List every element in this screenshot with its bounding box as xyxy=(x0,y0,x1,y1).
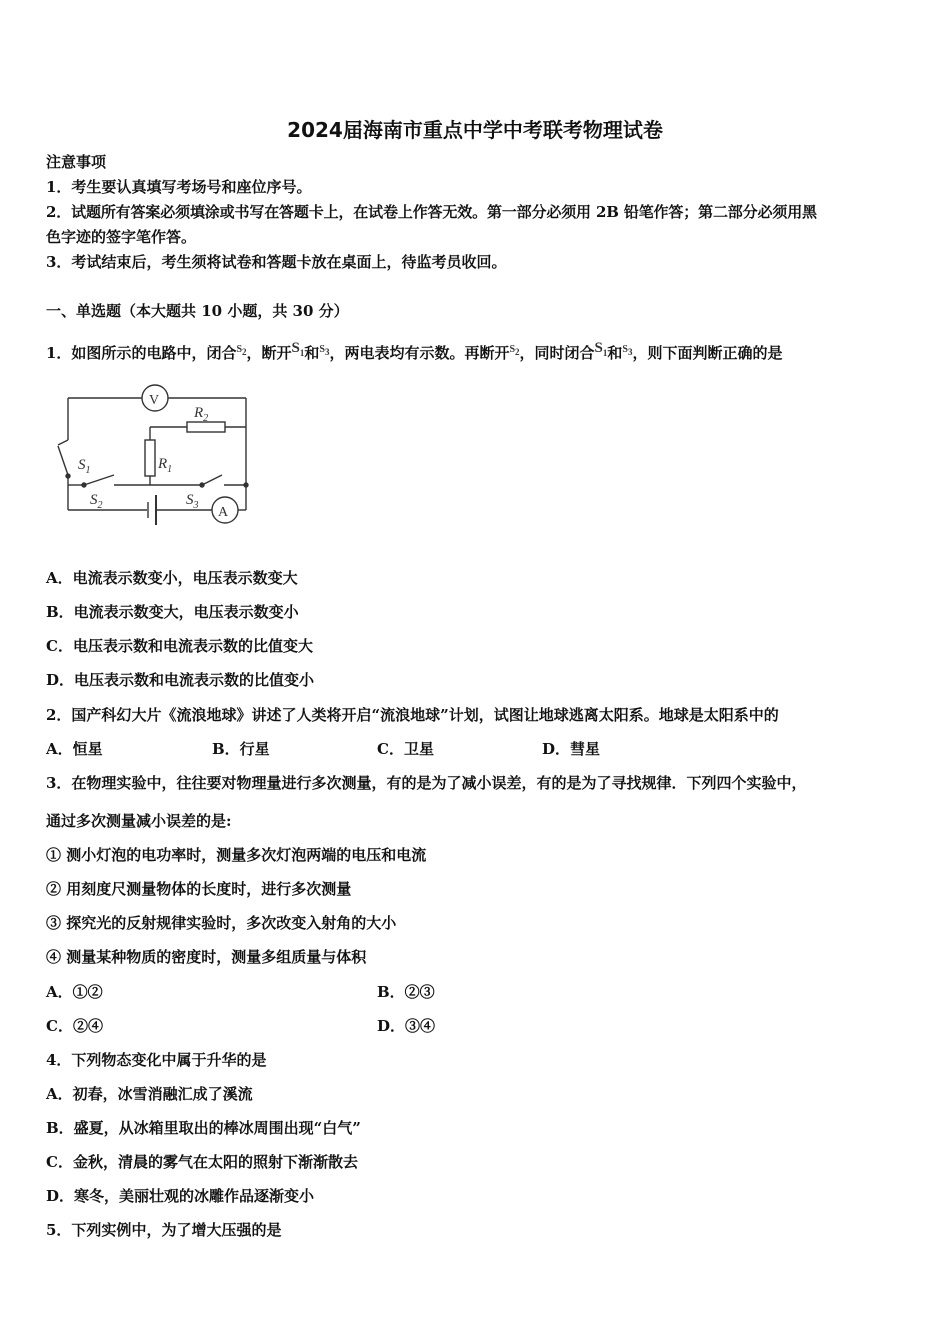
option-d: D．彗星 xyxy=(542,740,601,758)
statement-item: ④ 测量某种物质的密度时，测量多组质量与体积 xyxy=(46,948,367,966)
question-3-stem: 3．在物理实验中，往往要对物理量进行多次测量，有的是为了减小误差，有的是为了寻找规律．下列四个实验中， xyxy=(46,774,807,792)
circuit-diagram xyxy=(52,380,262,530)
page-title: 2024届海南市重点中学中考联考物理试卷 xyxy=(287,118,663,142)
wire xyxy=(58,440,68,445)
statement-item: ① 测小灯泡的电功率时，测量多次灯泡两端的电压和电流 xyxy=(46,846,427,864)
statement-item: ③ 探究光的反射规律实验时，多次改变入射角的大小 xyxy=(46,914,397,932)
switch-s1 xyxy=(58,446,68,475)
option-b: B．行星 xyxy=(212,740,270,758)
option-d: D．电压表示数和电流表示数的比值变小 xyxy=(46,671,315,689)
notice-item: 色字迹的签字笔作答。 xyxy=(46,228,197,246)
option-a: A．电流表示数变小，电压表示数变大 xyxy=(46,569,298,587)
resistor-r1 xyxy=(145,440,155,476)
switch-symbol: $S_1$ xyxy=(291,340,305,358)
notice-item: 3．考试结束后，考生须将试卷和答题卡放在桌面上，待监考员收回。 xyxy=(46,253,507,271)
switch-symbol: S3 xyxy=(622,344,633,357)
switch-symbol: $S_1$ xyxy=(594,340,608,358)
option-b: B．电流表示数变大，电压表示数变小 xyxy=(46,603,299,621)
option-c: C．②④ xyxy=(46,1017,103,1035)
switch-symbol: S3 xyxy=(319,344,330,357)
s2-label: $S_2$ xyxy=(90,492,103,511)
voltmeter-label: V xyxy=(149,393,160,408)
question-4-stem: 4．下列物态变化中属于升华的是 xyxy=(46,1051,267,1069)
question-2-stem: 2．国产科幻大片《流浪地球》讲述了人类将开启“流浪地球”计划，试图让地球逃离太阳系。地球是太阳系中的 xyxy=(46,706,779,724)
r1-label: $R_1$ xyxy=(158,456,173,475)
notice-heading: 注意事项 xyxy=(46,153,107,171)
r2-label: $R_2$ xyxy=(194,405,209,424)
option-b: B．盛夏，从冰箱里取出的棒冰周围出现“白气” xyxy=(46,1119,361,1137)
s3-label: $S_3$ xyxy=(186,492,199,511)
ammeter-label: A xyxy=(218,505,229,520)
notice-item: 1．考生要认真填写考场号和座位序号。 xyxy=(46,178,312,196)
section-heading: 一、单选题（本大题共 10 小题，共 30 分） xyxy=(46,302,349,320)
option-d: D．寒冬，美丽壮观的冰雕作品逐渐变小 xyxy=(46,1187,315,1205)
statement-item: ② 用刻度尺测量物体的长度时，进行多次测量 xyxy=(46,880,352,898)
question-1-stem: 1．如图所示的电路中，闭合$^{S2}$，断开$S_1$和$^{S3}$，两电表均有示数。再断开$^{S2}$，同时闭合$S_1$和$^{S3}$，则下面判断正确的是 xyxy=(46,340,783,362)
question-5-stem: 5．下列实例中，为了增大压强的是 xyxy=(46,1221,282,1239)
option-d: D．③④ xyxy=(377,1017,436,1035)
switch-s2 xyxy=(84,475,114,485)
switch-symbol: S2 xyxy=(509,344,520,357)
option-a: A．①② xyxy=(46,983,103,1001)
option-c: C．金秋，清晨的雾气在太阳的照射下渐渐散去 xyxy=(46,1153,358,1171)
switch-symbol: S2 xyxy=(236,344,247,357)
notice-item: 2．试题所有答案必须填涂或书写在答题卡上，在试卷上作答无效。第一部分必须用 2B 铅笔作答；第二部分必须用黑 xyxy=(46,203,817,221)
option-a: A．初春，冰雪消融汇成了溪流 xyxy=(46,1085,253,1103)
option-c: C．电压表示数和电流表示数的比值变大 xyxy=(46,637,313,655)
s1-label: $S_1$ xyxy=(78,457,91,476)
switch-s3 xyxy=(202,475,222,485)
option-b: B．②③ xyxy=(377,983,435,1001)
option-a: A．恒星 xyxy=(46,740,103,758)
question-3-stem-cont: 通过多次测量减小误差的是: xyxy=(46,812,232,830)
option-c: C．卫星 xyxy=(377,740,434,758)
